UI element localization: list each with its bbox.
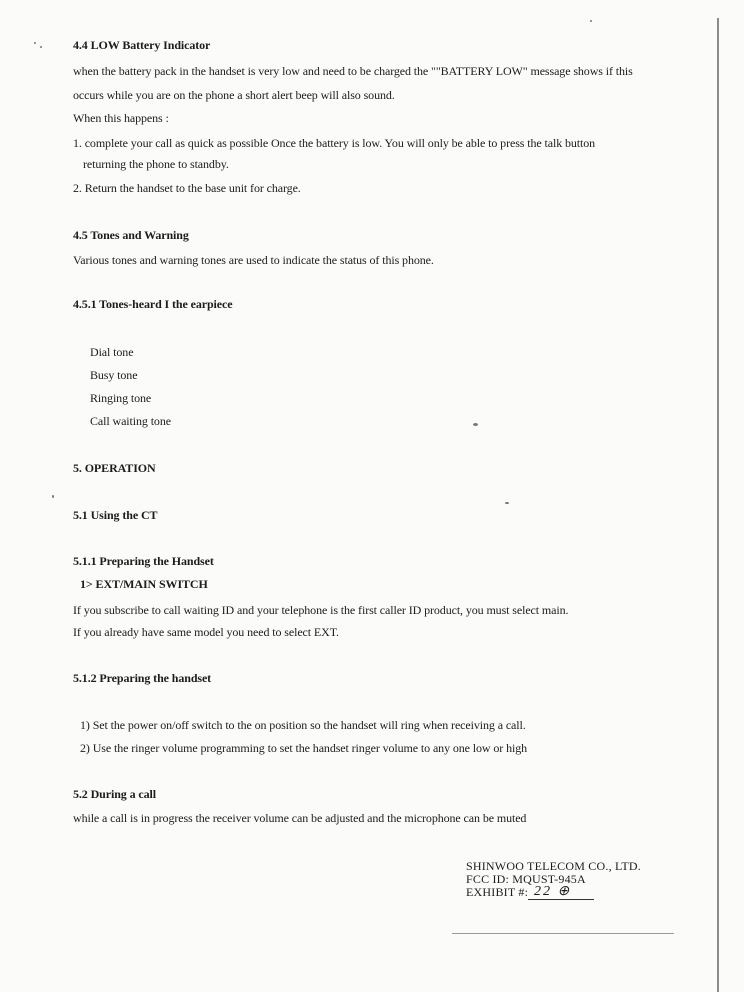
section-4-4-item-1-continued: returning the phone to standby. — [83, 157, 229, 171]
scan-speck — [473, 423, 478, 426]
footer-company: SHINWOO TELECOM CO., LTD. — [466, 859, 641, 873]
scan-speck — [590, 20, 592, 22]
section-5-1-heading: 5.1 Using the CT — [73, 508, 158, 522]
scan-speck — [34, 42, 36, 44]
list-item: Dial tone — [90, 345, 134, 359]
scan-speck — [40, 46, 42, 48]
list-item: Call waiting tone — [90, 414, 171, 428]
section-4-5-heading: 4.5 Tones and Warning — [73, 228, 189, 242]
section-4-4-item-1: 1. complete your call as quick as possible Once the battery is low. You will only be able to press the talk button — [73, 136, 596, 150]
section-5-1-1-paragraph-line-2: If you already have same model you need to select EXT. — [73, 625, 339, 639]
footer-rule — [452, 933, 674, 934]
scan-edge — [717, 18, 719, 992]
list-item: Ringing tone — [90, 391, 152, 405]
scan-speck — [505, 502, 509, 504]
section-4-4-paragraph-line-3: When this happens : — [73, 111, 169, 125]
section-5-1-1-paragraph-line-1: If you subscribe to call waiting ID and your telephone is the first caller ID product, you must select main. — [73, 603, 569, 617]
section-4-4-paragraph-line-2: occurs while you are on the phone a short alert beep will also sound. — [73, 88, 395, 102]
list-item: 2) Use the ringer volume programming to set the handset ringer volume to any one low or high — [80, 741, 528, 755]
section-5-1-2-heading: 5.1.2 Preparing the handset — [73, 671, 212, 685]
exhibit-underline — [528, 899, 594, 900]
section-5-1-1-subheading: 1> EXT/MAIN SWITCH — [80, 577, 208, 591]
section-4-5-paragraph: Various tones and warning tones are used to indicate the status of this phone. — [73, 253, 434, 267]
footer-exhibit-label: EXHIBIT #: — [466, 885, 529, 899]
section-4-4-item-2: 2. Return the handset to the base unit for charge. — [73, 181, 301, 195]
section-4-5-1-heading: 4.5.1 Tones-heard I the earpiece — [73, 297, 233, 311]
list-item: Busy tone — [90, 368, 138, 382]
section-5-1-1-heading: 5.1.1 Preparing the Handset — [73, 554, 214, 568]
section-5-2-heading: 5.2 During a call — [73, 787, 156, 801]
exhibit-number: 22 ⊕ — [534, 884, 572, 899]
section-5-2-paragraph: while a call is in progress the receiver volume can be adjusted and the microphone can be muted — [73, 811, 527, 825]
section-4-4-paragraph-line-1: when the battery pack in the handset is very low and need to be charged the ""BATTERY LOW" message shows if this — [73, 64, 633, 78]
section-4-4-heading: 4.4 LOW Battery Indicator — [73, 38, 211, 52]
list-item: 1) Set the power on/off switch to the on position so the handset will ring when receiving a call. — [80, 718, 526, 732]
footer-fcc-id: FCC ID: MQUST-945A — [466, 872, 586, 886]
scan-speck — [52, 495, 54, 498]
section-5-heading: 5. OPERATION — [73, 461, 156, 475]
